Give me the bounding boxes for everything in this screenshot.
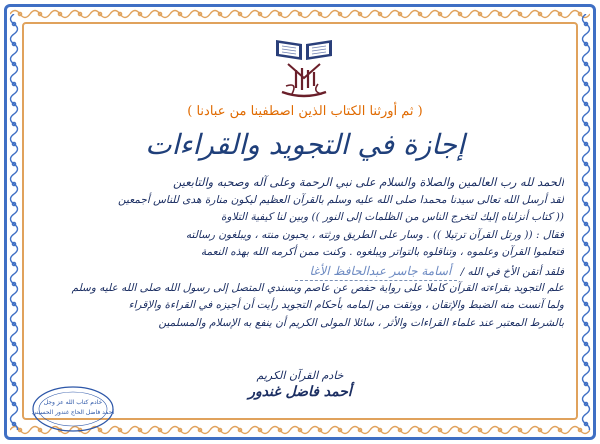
body-line: (( كتاب أنزلناه إليك لتخرج الناس من الظلمات إلى النور )) وبين لنا كيفية التلاوة xyxy=(221,211,564,223)
certificate-title: إجازة في التجويد والقراءات xyxy=(145,128,465,161)
body-line: فتعلموا القرآن وعلموه ، وتناقلوه بالتواتر ويبلغوه . وكنت ممن أكرمه الله بهذه النعمة xyxy=(200,246,564,258)
body-line: فقال : (( ورتل القرآن ترتيلا )) . وسار على الطريق ورثته ، يحبون منته ، ويبلغون رسالته xyxy=(185,228,564,241)
body-line: بالشرط المعتبر عند علماء القراءات والأثر ، سائلا المولى الكريم أن ينفع به الإسلام والمسلمين xyxy=(158,316,564,329)
quran-logo-icon xyxy=(268,34,340,102)
top-ornament-border xyxy=(10,6,590,22)
quran-verse-heading: ( ثم أورثنا الكتاب الذين اصطفينا من عبادنا ) xyxy=(187,104,423,119)
signature-block xyxy=(180,368,420,401)
left-ornament-border xyxy=(6,14,22,430)
body-line: لقد أرسل الله تعالى سيدنا محمدا صلى الله عليه وسلم بالقرآن العظيم ليكون منارة هدى للناس أجمعين xyxy=(118,193,564,206)
right-ornament-border xyxy=(578,14,594,430)
body-line: الحمد لله رب العالمين والصلاة والسلام على نبي الرحمة وعلى آله وصحبه والتابعين xyxy=(173,175,564,189)
recipient-line xyxy=(36,262,564,280)
body-line: علم التجويد بقراءته القرآن كاملا على رواية حفص عن عاصم وبسندي المتصل إلى رسول الله صلى الله عليه وسلم xyxy=(71,281,564,294)
seal-stamp xyxy=(30,384,116,434)
certificate-body xyxy=(36,174,564,332)
signature-role: خادم القرآن الكريم xyxy=(256,369,344,382)
signature-name: أحمد فاضل غندور xyxy=(248,384,352,400)
stamp-line: خادم كتاب الله عز وجل xyxy=(43,399,103,406)
recipient-prefix: فلقد أتقن الأخ في الله / xyxy=(460,265,564,278)
recipient-name: أسامة جاسر عبدالحافظ الأغا xyxy=(295,262,457,281)
body-line: ولما آنست منه الضبط والإتقان ، ووثقت من إلمامه بأحكام التجويد رأيت أن أجيزه في القراءة والإقراء xyxy=(128,299,564,311)
stamp-line: أحمد فاضل الحاج غندور الحسيني xyxy=(31,409,115,416)
